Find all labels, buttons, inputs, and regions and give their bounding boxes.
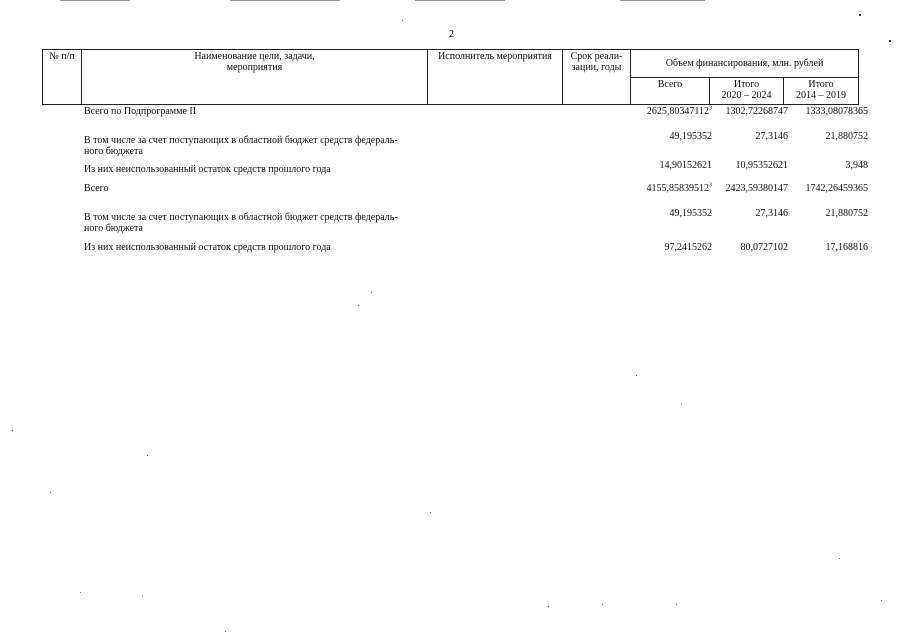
row-period-2014: 1333,08078365	[805, 106, 868, 117]
page-number: 2	[449, 29, 454, 40]
row-total: 97,2415262	[664, 242, 712, 253]
scan-speck	[402, 20, 403, 21]
header-funding: Объем финансирования, млн. рублей	[631, 50, 859, 78]
row-label: Из них неиспользованный остаток средств прошлого года	[84, 242, 331, 253]
row-period-2020: 2423,59380147	[725, 183, 788, 194]
footnote-mark: 3	[709, 105, 712, 112]
row-total	[632, 106, 712, 117]
row-label-line2: ного бюджета	[84, 223, 143, 234]
row-period-2014: 21,880752	[825, 208, 868, 219]
scan-speck	[142, 596, 143, 597]
row-label	[84, 135, 429, 157]
scan-speck	[80, 592, 81, 593]
row-total: 49,195352	[669, 131, 712, 142]
footnote-mark: 3	[709, 182, 712, 189]
row-total	[632, 183, 712, 194]
scan-speck	[225, 631, 226, 632]
scan-speck	[676, 604, 677, 605]
header-executor: Исполнитель мероприятия	[428, 50, 563, 105]
scan-speck	[889, 40, 891, 42]
row-label: Всего по Подпрограмме II	[84, 106, 197, 117]
header-period-2014	[784, 77, 859, 105]
scan-edge-line	[60, 0, 130, 1]
header-period-2020-line1: Итого	[733, 78, 760, 90]
header-num: № п/п	[43, 50, 82, 105]
row-period-2014: 1742,26459365	[805, 183, 868, 194]
row-period-2020: 27,3146	[755, 131, 788, 142]
row-label-line1: В том числе за счет поступающих в областной бюджет средств федераль-	[84, 212, 398, 223]
row-total-value: 2625,80347112	[646, 106, 709, 117]
row-period-2020: 80,0727102	[740, 242, 788, 253]
row-label: Из них неиспользованный остаток средств прошлого года	[84, 164, 331, 175]
scan-speck	[50, 492, 51, 493]
header-term-line2: зации, годы	[571, 62, 622, 73]
header-total: Всего	[631, 77, 710, 105]
scan-speck	[636, 375, 637, 376]
row-label: Всего	[84, 183, 109, 194]
scan-speck	[839, 558, 840, 559]
scan-speck	[147, 455, 148, 456]
header-name	[82, 50, 428, 105]
row-total-value: 4155,85839512	[646, 183, 709, 194]
row-period-2020: 10,95352621	[735, 160, 788, 171]
scan-speck	[859, 14, 861, 16]
scan-speck	[12, 430, 13, 431]
scan-speck	[430, 512, 431, 513]
header-period-2014-line1: Итого	[808, 78, 834, 90]
row-period-2020: 27,3146	[755, 208, 788, 219]
scan-speck	[371, 292, 372, 293]
scan-speck	[602, 604, 603, 605]
row-total: 49,195352	[669, 208, 712, 219]
scan-edge-line	[415, 0, 505, 1]
row-period-2014: 17,168816	[825, 242, 868, 253]
header-name-line2: мероприятия	[226, 62, 283, 73]
table-header	[42, 49, 859, 105]
header-period-2020-line2: 2020 – 2024	[721, 89, 772, 101]
scan-edge-line	[620, 0, 705, 1]
scan-speck	[548, 606, 549, 607]
row-label-line1: В том числе за счет поступающих в областной бюджет средств федераль-	[84, 135, 398, 146]
scan-speck	[881, 600, 882, 601]
row-label	[84, 212, 429, 234]
scan-edge-line	[230, 0, 340, 1]
header-term-line1: Срок реали-	[570, 51, 623, 62]
row-label-line2: ного бюджета	[84, 146, 143, 157]
header-term	[563, 50, 631, 105]
row-period-2014: 21,880752	[825, 131, 868, 142]
header-period-2020	[710, 77, 784, 105]
row-period-2020: 1302,72268747	[725, 106, 788, 117]
scan-speck	[358, 305, 359, 306]
header-name-line1: Наименование цели, задачи,	[194, 51, 315, 62]
row-total: 14,90152621	[659, 160, 712, 171]
row-period-2014: 3,948	[845, 160, 868, 171]
header-period-2014-line2: 2014 – 2019	[796, 89, 846, 101]
scan-speck	[681, 404, 682, 405]
